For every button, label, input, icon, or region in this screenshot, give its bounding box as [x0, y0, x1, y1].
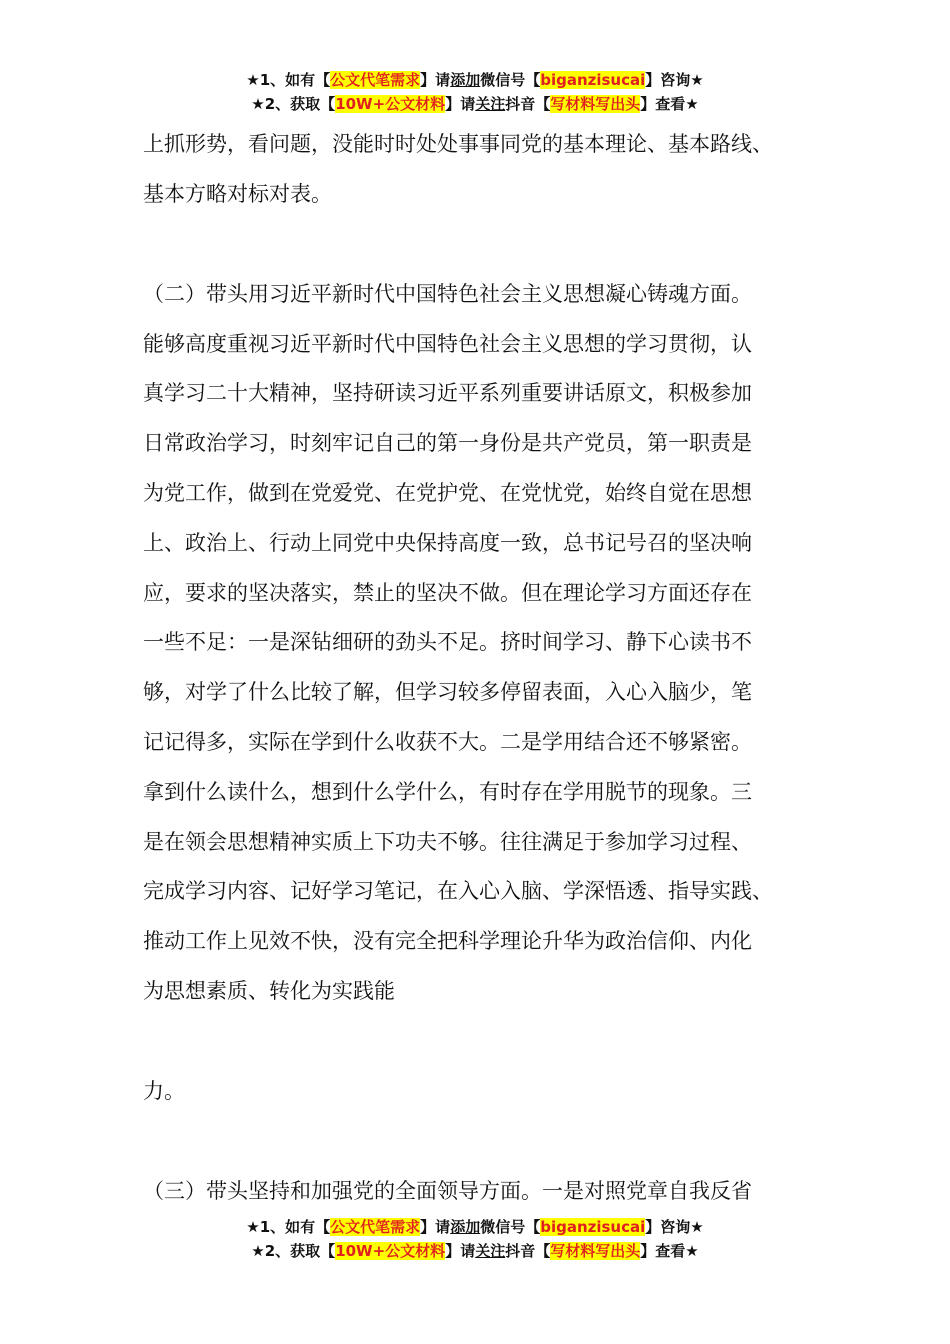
- body-line: 完成学习内容、记好学习笔记，在入心入脑、学深悟透、指导实践、: [143, 879, 773, 903]
- highlight-materials: 10W+公文材料: [335, 1242, 446, 1260]
- body-line: 是在领会思想精神实质上下功夫不够。往往满足于参加学习过程、: [143, 830, 752, 854]
- section-heading: （二）带头用习近平新时代中国特色社会主义思想凝心铸魂方面。: [143, 282, 752, 306]
- promo-line-2: ★2、获取【10W+公文材料】请关注抖音【写材料写出头】查看★: [251, 95, 699, 113]
- promo-header: [0, 68, 950, 116]
- highlight-douyin-account: 写材料写出头: [550, 1242, 641, 1260]
- body-line: 为党工作，做到在党爱党、在党护党、在党忧党，始终自觉在思想: [143, 481, 752, 505]
- body-line: 能够高度重视习近平新时代中国特色社会主义思想的学习贯彻，认: [143, 332, 752, 356]
- body-line: 日常政治学习，时刻牢记自己的第一身份是共产党员，第一职责是: [143, 431, 752, 455]
- body-line: 推动工作上见效不快，没有完全把科学理论升华为政治信仰、内化: [143, 929, 752, 953]
- body-line: 拿到什么读什么，想到什么学什么，有时存在学用脱节的现象。三: [143, 780, 752, 804]
- body-line: 基本方略对标对表。: [143, 182, 332, 206]
- body-line: 上、政治上、行动上同党中央保持高度一致，总书记号召的坚决响: [143, 531, 752, 555]
- body-line: 上抓形势，看问题，没能时时处处事事同党的基本理论、基本路线、: [143, 132, 773, 156]
- promo-footer: [0, 1215, 950, 1263]
- body-line: 够，对学了什么比较了解，但学习较多停留表面，入心入脑少，笔: [143, 680, 752, 704]
- promo-line-1: ★1、如有【公文代笔需求】请添加微信号【biganzisucai】咨询★: [246, 71, 704, 89]
- body-line: 为思想素质、转化为实践能: [143, 979, 395, 1003]
- body-line: 真学习二十大精神，坚持研读习近平系列重要讲话原文，积极参加: [143, 381, 752, 405]
- promo-line-2: ★2、获取【10W+公文材料】请关注抖音【写材料写出头】查看★: [251, 1242, 699, 1260]
- body-line: 应，要求的坚决落实，禁止的坚决不做。但在理论学习方面还存在: [143, 581, 752, 605]
- highlight-douyin-account: 写材料写出头: [550, 95, 641, 113]
- highlight-wechat-id: biganzisucai: [540, 71, 646, 89]
- highlight-wechat-id: biganzisucai: [540, 1218, 646, 1236]
- promo-line-1: ★1、如有【公文代笔需求】请添加微信号【biganzisucai】咨询★: [246, 1218, 704, 1236]
- highlight-ghostwriting: 公文代笔需求: [330, 71, 421, 89]
- body-line: 记记得多，实际在学到什么收获不大。二是学用结合还不够紧密。: [143, 730, 752, 754]
- body-line: 一些不足：一是深钻细研的劲头不足。挤时间学习、静下心读书不: [143, 630, 752, 654]
- body-line: 力。: [143, 1079, 185, 1103]
- highlight-materials: 10W+公文材料: [335, 95, 446, 113]
- section-heading: （三）带头坚持和加强党的全面领导方面。一是对照党章自我反省: [143, 1179, 752, 1203]
- highlight-ghostwriting: 公文代笔需求: [330, 1218, 421, 1236]
